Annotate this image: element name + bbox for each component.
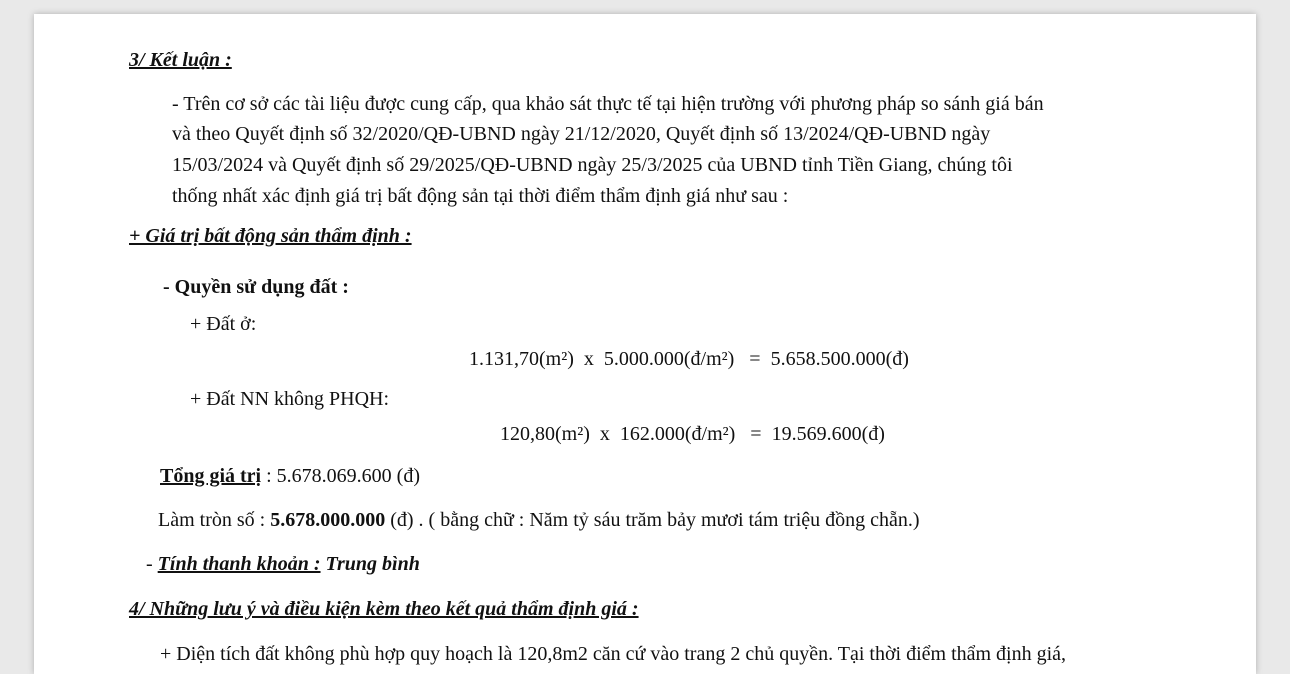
conclusion-line-3: 15/03/2024 và Quyết định số 29/2025/QĐ-UBND ngày 25/3/2025 của UBND tỉnh Tiền Giang, chúng tôi	[172, 154, 1013, 176]
rounded-value-label: Làm tròn số :	[158, 509, 271, 531]
residential-land-calculation: 1.131,70(m²) x 5.000.000(đ/m²) = 5.658.500.000(đ)	[469, 348, 909, 370]
rounded-value-amount: 5.678.000.000	[270, 509, 386, 531]
agricultural-land-calculation: 120,80(m²) x 162.000(đ/m²) = 19.569.600(đ)	[500, 423, 885, 445]
total-value-label: Tổng giá trị	[160, 465, 262, 487]
liquidity-value: Trung bình	[320, 553, 420, 575]
conclusion-line-1: - Trên cơ sở các tài liệu được cung cấp, qua khảo sát thực tế tại hiện trường với phương pháp so sánh giá bán	[172, 93, 1044, 115]
liquidity-dash: -	[146, 553, 158, 575]
land-use-right-label: - Quyền sử dụng đất :	[163, 276, 349, 298]
rounded-value-in-words: (đ) . ( bằng chữ : Năm tỷ sáu trăm bảy mươi tám triệu đồng chẵn.)	[385, 509, 920, 531]
residential-land-label: + Đất ở:	[190, 313, 257, 335]
section-3-heading: 3/ Kết luận :	[129, 49, 232, 71]
liquidity-label: Tính thanh khoản :	[157, 553, 321, 575]
total-value-amount: : 5.678.069.600 (đ)	[261, 465, 421, 487]
agricultural-land-label: + Đất NN không PHQH:	[190, 388, 390, 410]
rounded-value-line	[158, 508, 920, 532]
total-value-line	[160, 464, 420, 488]
conclusion-line-2: và theo Quyết định số 32/2020/QĐ-UBND ngày 21/12/2020, Quyết định số 13/2024/QĐ-UBND ngày	[172, 123, 991, 145]
liquidity-line	[146, 552, 420, 576]
conclusion-line-4: thống nhất xác định giá trị bất động sản tại thời điểm thẩm định giá như sau :	[172, 185, 789, 207]
valuation-heading: + Giá trị bất động sản thẩm định :	[129, 225, 412, 247]
section-4-heading: 4/ Những lưu ý và điều kiện kèm theo kết quả thẩm định giá :	[129, 598, 639, 620]
notes-line-1: + Diện tích đất không phù hợp quy hoạch là 120,8m2 căn cứ vào trang 2 chủ quyền. Tại thời điểm thẩm định giá,	[160, 643, 1067, 665]
document-page	[34, 14, 1256, 674]
